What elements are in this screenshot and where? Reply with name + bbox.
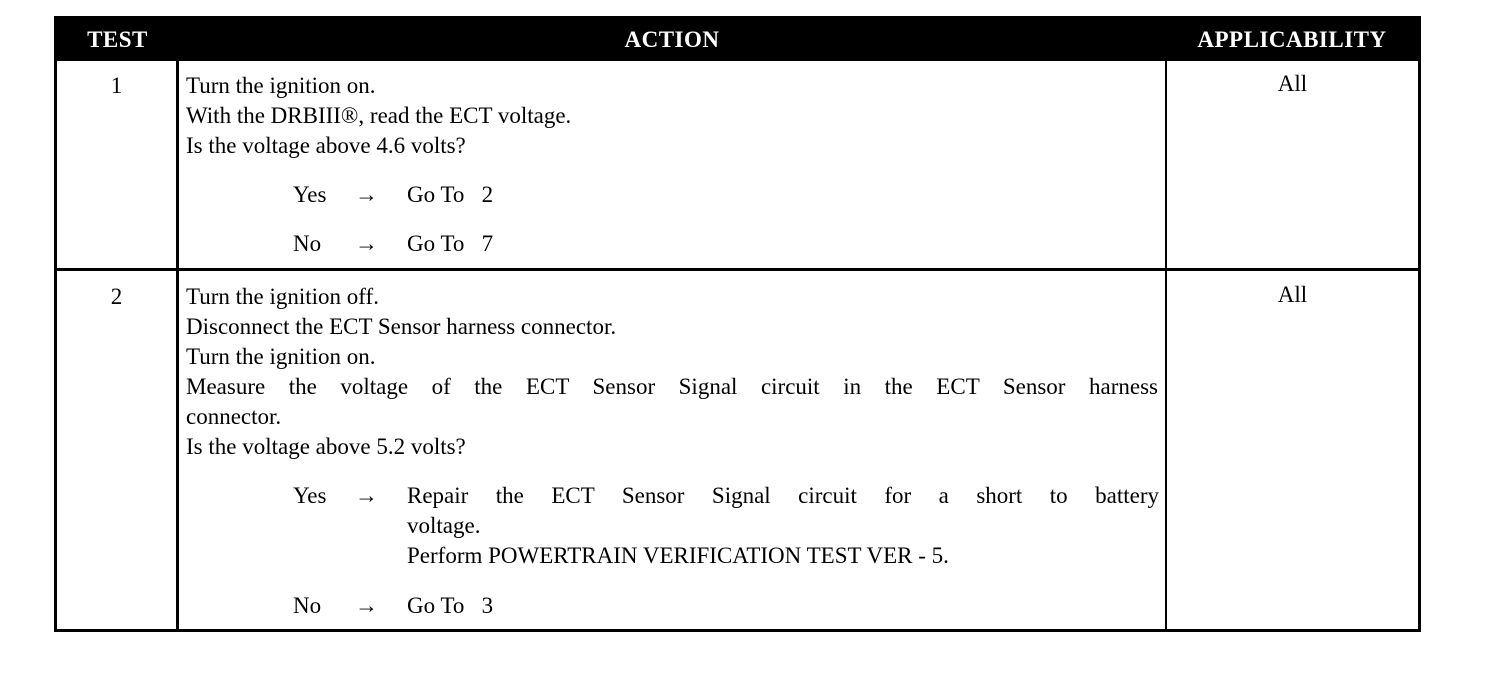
no-label: No — [293, 231, 322, 256]
row-divider — [57, 268, 1418, 271]
yes-label: Yes — [293, 483, 327, 508]
row-1-applicability: All — [1277, 71, 1308, 96]
action-line: Measure the voltage of the ECT Sensor Signal circuit in the ECT Sensor harness — [186, 374, 1158, 399]
yes-outcome — [407, 180, 1159, 210]
outcome-line: Repair the ECT Sensor Signal circuit for a short to battery — [407, 483, 1159, 508]
action-line: Disconnect the ECT Sensor harness connector. — [186, 314, 617, 339]
outcome-line: voltage. — [407, 513, 481, 538]
header-applicability: APPLICABILITY — [1197, 27, 1387, 52]
arrow-icon: → — [355, 483, 378, 508]
action-line: Turn the ignition off. — [186, 284, 379, 309]
row-2-applicability: All — [1277, 282, 1308, 307]
row-1-action-steps — [186, 71, 571, 161]
header-test: TEST — [87, 27, 148, 52]
arrow-icon: → — [355, 231, 378, 256]
action-line: Turn the ignition on. — [186, 344, 376, 369]
yes-outcome — [407, 481, 1159, 571]
column-divider — [176, 61, 179, 629]
action-line: With the DRBIII®, read the ECT voltage. — [186, 103, 572, 128]
outcome-line: Perform POWERTRAIN VERIFICATION TEST VER - 5. — [407, 543, 949, 568]
action-line: Turn the ignition on. — [186, 73, 376, 98]
action-line: connector. — [186, 404, 282, 429]
outcome-line: Go To 3 — [407, 593, 494, 618]
table-header — [57, 19, 1418, 61]
action-line: Is the voltage above 5.2 volts? — [186, 434, 466, 459]
header-action: ACTION — [624, 27, 720, 52]
no-outcome — [407, 229, 1159, 259]
arrow-icon: → — [355, 593, 378, 618]
yes-label: Yes — [293, 182, 327, 207]
row-1-test-number: 1 — [110, 73, 123, 98]
column-divider — [1165, 61, 1167, 629]
row-2-test-number: 2 — [110, 284, 123, 309]
no-label: No — [293, 593, 322, 618]
row-2-action-steps — [186, 282, 1158, 462]
arrow-icon: → — [355, 182, 378, 207]
outcome-line: Go To 2 — [407, 182, 494, 207]
action-line: Is the voltage above 4.6 volts? — [186, 133, 466, 158]
diagnostic-test-table — [54, 16, 1421, 632]
no-outcome — [407, 591, 1159, 621]
outcome-line: Go To 7 — [407, 231, 494, 256]
